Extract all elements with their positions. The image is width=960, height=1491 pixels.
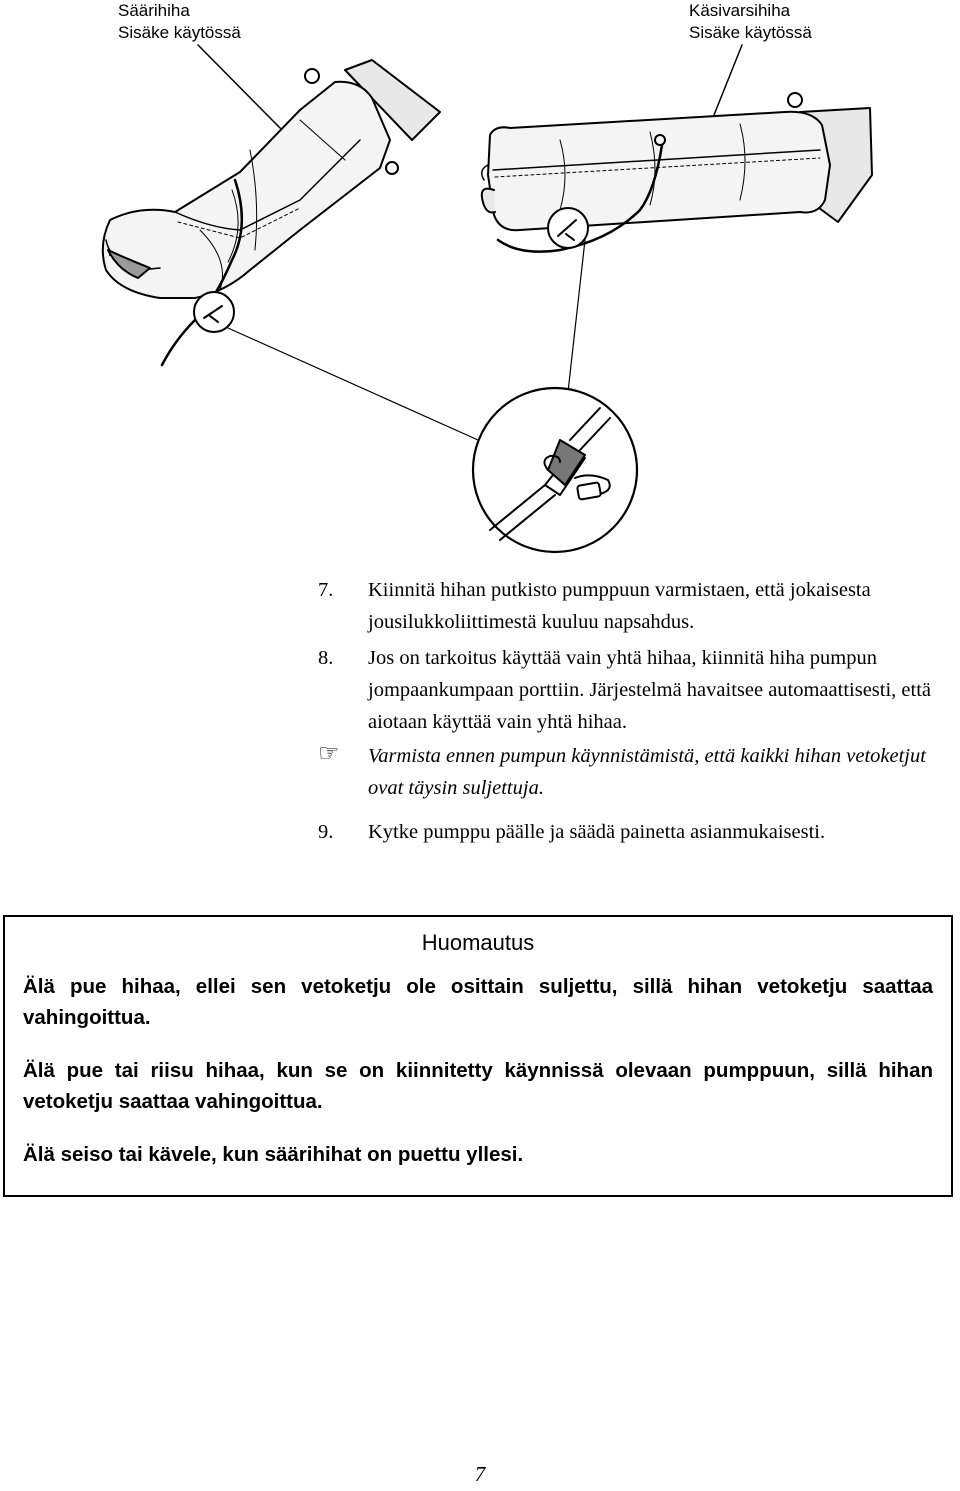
caution-title: Huomautus xyxy=(421,930,535,955)
caution-paragraph: Älä seiso tai kävele, kun säärihihat on puettu yllesi. xyxy=(23,1143,524,1166)
caution-paragraph: Älä pue hihaa, ellei sen vetoketju ole osittain suljettu, sillä hihan vetoketju saattaa vahingoittua. xyxy=(23,975,933,1029)
step-number: 8. xyxy=(318,647,334,669)
step-7 xyxy=(318,574,948,638)
connector-detail-circle xyxy=(473,388,637,552)
caution-box xyxy=(3,915,953,1197)
leg-label-leader-line xyxy=(198,45,285,133)
leg-sleeve-label-subtitle: Sisäke käytössä xyxy=(118,23,241,42)
leg-sleeve xyxy=(103,69,398,365)
leg-sleeve-label-title: Säärihiha xyxy=(118,1,190,20)
step-8 xyxy=(318,642,948,738)
arm-sleeve-label-subtitle: Sisäke käytössä xyxy=(689,23,812,42)
step-9 xyxy=(318,816,948,848)
step-text: Kiinnitä hihan putkisto pumppuun varmistaen, että jokaisesta jousilukkoliittimestä kuuluu napsahdus. xyxy=(368,579,871,633)
pointing-hand-icon: ☞ xyxy=(318,741,340,767)
page-number: 7 xyxy=(474,1462,486,1486)
step-number: 7. xyxy=(318,579,334,601)
leg-and-arm-sleeve-illustration xyxy=(0,0,960,570)
arm-sleeve-label-title: Käsivarsihiha xyxy=(689,1,791,20)
step-number: 9. xyxy=(318,821,334,843)
instruction-steps xyxy=(318,574,948,848)
note xyxy=(318,740,948,804)
step-text: Jos on tarkoitus käyttää vain yhtä hihaa, kiinnitä hiha pumpun jompaankumpaan porttiin. Järjestelmä havaitsee automaattisesti, että aiotaan käyttää vain yhtä hihaa. xyxy=(368,647,931,733)
note-text: Varmista ennen pumpun käynnistämistä, että kaikki hihan vetoketjut ovat täysin suljettuja. xyxy=(368,745,926,799)
caution-paragraph: Älä pue tai riisu hihaa, kun se on kiinnitetty käynnissä olevaan pumppuun, sillä hihan vetoketju saattaa vahingoittua. xyxy=(23,1059,933,1113)
step-text: Kytke pumppu päälle ja säädä painetta asianmukaisesti. xyxy=(368,821,826,843)
arm-sleeve xyxy=(482,93,830,252)
